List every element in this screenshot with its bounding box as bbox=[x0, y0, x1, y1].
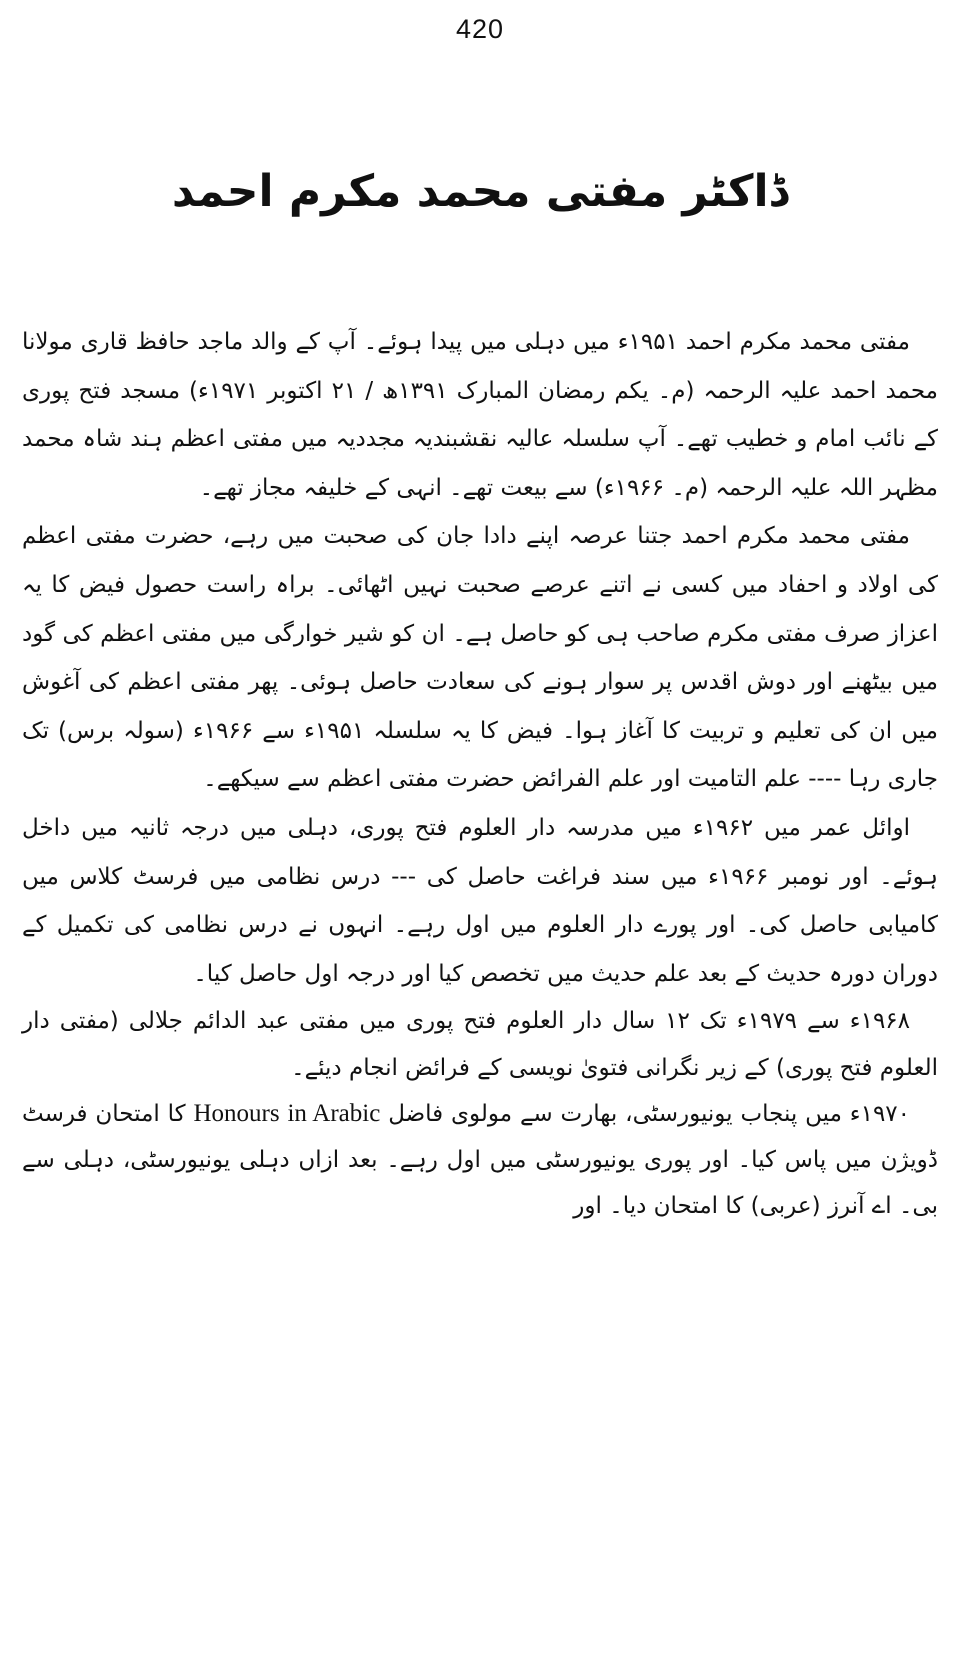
page-title: ڈاکٹر مفتی محمد مکرم احمد bbox=[171, 166, 789, 217]
paragraph-birth-family: مفتی محمد مکرم احمد ۱۹۵۱ء میں دہلی میں پیدا ہوئے۔ آپ کے والد ماجد حافظ قاری مولانا محمد احمد علیہ الرحمہ (م۔ یکم رمضان المبارک ۱۳۹۱ھ / ۲۱ اکتوبر ۱۹۷۱ء) مسجد فتح پوری کے نائب امام و خطیب تھے۔ آپ سلسلہ عالیہ نقشبندیہ مجددیہ میں مفتی اعظم ہند شاہ محمد مظہر اللہ علیہ الرحمہ (م۔ ۱۹۶۶ء) سے بیعت تھے۔ انہی کے خلیفہ مجاز تھے۔ bbox=[22, 329, 938, 501]
university-text-part2: کا امتحان فرسٹ ڈویژن میں پاس کیا۔ اور پوری یونیورسٹی میں اول رہے۔ بعد ازاں دہلی یونیورسٹی، دہلی سے بی۔ اے آنرز (عربی) کا امتحان دیا۔ اور bbox=[22, 1100, 938, 1220]
latin-text-honours: Honours bbox=[193, 1099, 280, 1127]
latin-text-in-arabic: in Arabic bbox=[287, 1099, 381, 1127]
paragraph-fatwa-writing: ۱۹۶۸ء سے ۱۹۷۹ء تک ۱۲ سال دار العلوم فتح پوری میں مفتی عبد الدائم جلالی (مفتی دار العلوم فتح پوری) کے زیر نگرانی فتویٰ نویسی کے فرائض انجام دیئے۔ bbox=[22, 1008, 938, 1081]
article-body bbox=[22, 318, 938, 1668]
paragraph-education: اوائل عمر میں ۱۹۶۲ء میں مدرسہ دار العلوم فتح پوری، دہلی میں درجہ ثانیہ میں داخل ہوئے۔ اور نومبر ۱۹۶۶ء میں سند فراغت حاصل کی --- درس نظامی میں فرسٹ کلاس میں کامیابی حاصل کی۔ اور پورے دار العلوم میں اول رہے۔ انہوں نے درس نظامی کی تکمیل کے دوران دورہ حدیث کے بعد علم حدیث میں تخصص کیا اور درجہ اول حاصل کیا۔ bbox=[22, 814, 939, 987]
page-number: 420 bbox=[455, 14, 505, 44]
university-text-part1: ۱۹۷۰ء میں پنجاب یونیورسٹی، بھارت سے مولوی فاضل bbox=[388, 1100, 911, 1127]
paragraph-university bbox=[22, 1091, 938, 1230]
paragraph-mufti-azam: مفتی محمد مکرم احمد جتنا عرصہ اپنے دادا جان کی صحبت میں رہے، حضرت مفتی اعظم کی اولاد و احفاد میں کسی نے اتنے عرصے صحبت نہیں اٹھائی۔ براہ راست حصول فیض کا یہ اعزاز صرف مفتی مکرم صاحب ہی کو حاصل ہے۔ ان کو شیر خوارگی میں مفتی اعظم کی گود میں بیٹھنے اور دوش اقدس پر سوار ہونے کی سعادت حاصل ہوئی۔ پھر مفتی اعظم کی آغوش میں ان کی تعلیم و تربیت کا آغاز ہوا۔ فیض کا یہ سلسلہ ۱۹۵۱ء سے ۱۹۶۶ء (سولہ برس) تک جاری رہا ---- علم التامیت اور علم الفرائض حضرت مفتی اعظم سے سیکھے۔ bbox=[22, 523, 938, 793]
